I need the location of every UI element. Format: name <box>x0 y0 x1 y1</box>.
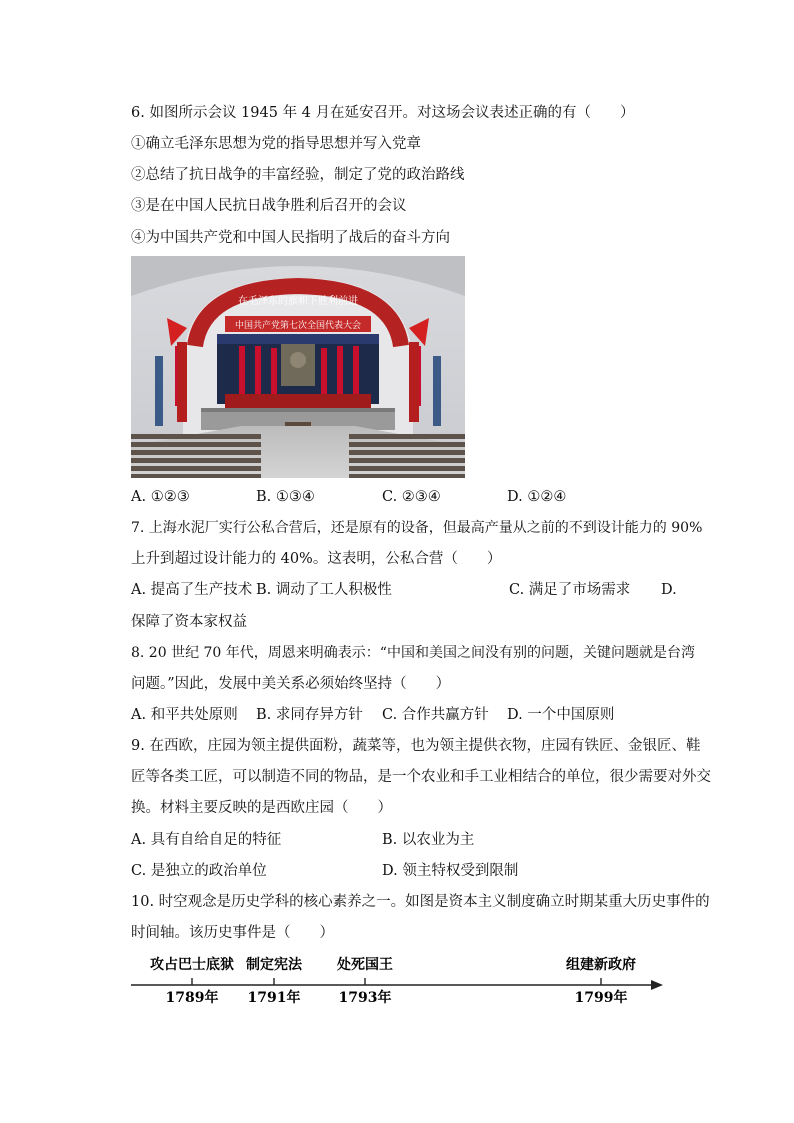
q6-item-3: ③是在中国人民抗日战争胜利后召开的会议 <box>131 198 407 214</box>
event-label-1789: 攻占巴士底狱 <box>150 957 234 973</box>
timeline-arrow-icon <box>651 980 663 990</box>
q8-option-a[interactable]: A. 和平共处原则 <box>131 707 238 723</box>
q6-option-b[interactable]: B. ①③④ <box>256 489 315 505</box>
q8-option-d[interactable]: D. 一个中国原则 <box>507 707 615 723</box>
q10-stem-line1: 10. 时空观念是历史学科的核心素养之一。如图是资本主义制度确立时期某重大历史事件的 <box>131 894 710 910</box>
q6-item-1: ①确立毛泽东思想为党的指导思想并写入党章 <box>131 136 421 152</box>
event-year-1793: 1793年 <box>338 990 392 1006</box>
banner-top-text: 在毛泽东的旗帜下胜利前进 <box>238 296 358 307</box>
event-label-1793: 处死国王 <box>337 957 393 973</box>
q7-option-b[interactable]: B. 调动了工人积极性 <box>256 582 392 598</box>
q9-option-b[interactable]: B. 以农业为主 <box>382 832 475 848</box>
event-year-1789: 1789年 <box>165 990 219 1006</box>
banner-mid-text: 中国共产党第七次全国代表大会 <box>234 321 362 331</box>
q7-stem-line1: 7. 上海水泥厂实行公私合营后，还是原有的设备，但最高产量从之前的不到设计能力的 90% <box>131 520 703 536</box>
q10-stem-line2: 时间轴。该历史事件是（ ） <box>131 925 334 941</box>
event-label-1791: 制定宪法 <box>246 957 302 973</box>
q8-option-b[interactable]: B. 求同存异方针 <box>256 707 363 723</box>
q9-stem-line3: 换。材料主要反映的是西欧庄园（ ） <box>131 800 392 816</box>
q6-item-2: ②总结了抗日战争的丰富经验，制定了党的政治路线 <box>131 167 465 183</box>
q7-stem-line2: 上升到超过设计能力的 40%。这表明，公私合营（ ） <box>131 551 502 567</box>
q6-option-a[interactable]: A. ①②③ <box>131 489 190 505</box>
q7-option-c[interactable]: C. 满足了市场需求 <box>509 582 631 598</box>
q9-stem-line2: 匠等各类工匠，可以制造不同的物品，是一个农业和手工业相结合的单位，很少需要对外交 <box>131 769 711 785</box>
q9-option-a[interactable]: A. 具有自给自足的特征 <box>131 832 282 848</box>
q7-option-d-text: 保障了资本家权益 <box>131 614 247 630</box>
q6-stem: 6. 如图所示会议 1945 年 4 月在延安召开。对这场会议表述正确的有（ ） <box>131 105 635 121</box>
event-year-1799: 1799年 <box>574 990 628 1006</box>
event-year-1791: 1791年 <box>247 990 301 1006</box>
q7-option-d-letter[interactable]: D. <box>661 582 677 598</box>
q6-option-d[interactable]: D. ①②④ <box>507 489 567 505</box>
q9-stem-line1: 9. 在西欧，庄园为领主提供面粉，蔬菜等，也为领主提供衣物，庄园有铁匠、金银匠、鞋 <box>131 738 701 754</box>
q7-option-a[interactable]: A. 提高了生产技术 <box>131 582 253 598</box>
q8-stem-line1: 8. 20 世纪 70 年代，周恩来明确表示：“中国和美国之间没有别的问题，关键问题就是台湾 <box>131 645 695 661</box>
event-label-1799: 组建新政府 <box>566 957 636 973</box>
q8-option-c[interactable]: C. 合作共赢方针 <box>382 707 489 723</box>
q10-timeline <box>131 950 671 1012</box>
q6-meeting-hall-photo <box>131 256 465 478</box>
q9-option-c[interactable]: C. 是独立的政治单位 <box>131 863 267 879</box>
q8-stem-line2: 问题。”因此，发展中美关系必须始终坚持（ ） <box>131 676 451 692</box>
q9-option-d[interactable]: D. 领主特权受到限制 <box>382 863 519 879</box>
q6-option-c[interactable]: C. ②③④ <box>382 489 441 505</box>
arch-banner-text <box>238 294 358 307</box>
q6-item-4: ④为中国共产党和中国人民指明了战后的奋斗方向 <box>131 230 450 246</box>
